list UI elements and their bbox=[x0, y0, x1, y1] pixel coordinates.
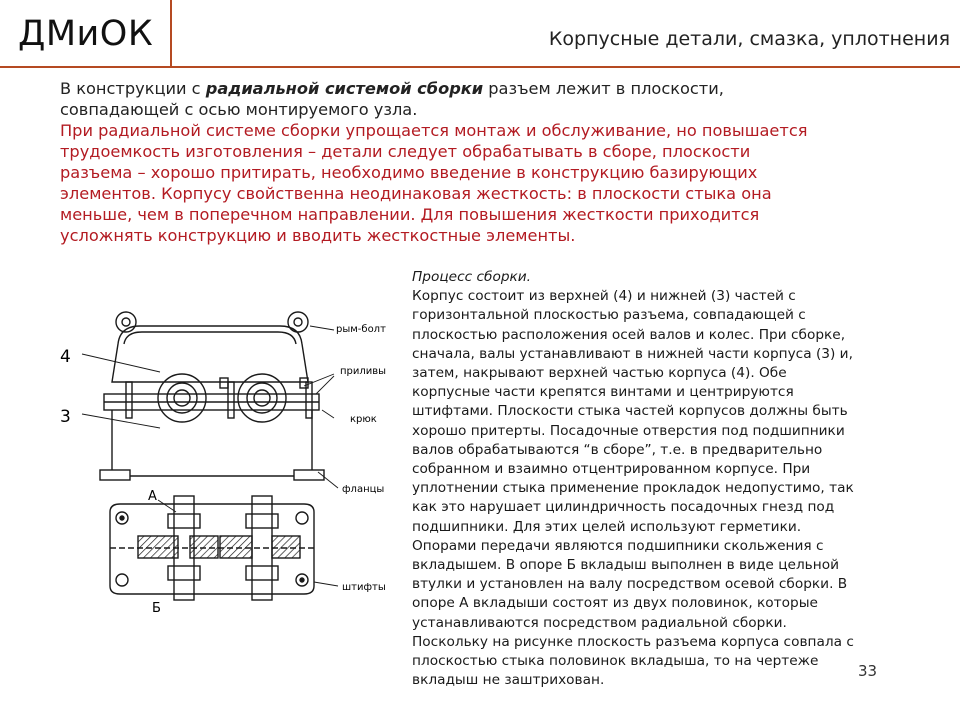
intro-red-line: усложнять конструкцию и вводить жесткостные элементы. bbox=[60, 226, 576, 245]
process-line: плоскостью стыка половинок вкладыша, то на чертеже bbox=[412, 653, 819, 670]
slide-title: Корпусные детали, смазка, уплотнения bbox=[548, 28, 950, 50]
label-hook: крюк bbox=[350, 414, 377, 425]
process-line: подшипники. Для этих целей используют герметики. bbox=[412, 518, 802, 535]
process-line: устанавливаются посредством радиальной сборки. bbox=[412, 614, 787, 631]
header-divider-horizontal bbox=[0, 66, 960, 68]
process-line: штифтами. Плоскости стыка частей корпусов должны быть bbox=[412, 403, 848, 420]
process-line: опоре А вкладыши состоят из двух половинок, которые bbox=[412, 595, 818, 612]
housing-side-view bbox=[100, 312, 324, 480]
intro-text bbox=[60, 78, 950, 246]
label-support-a: А bbox=[148, 489, 157, 504]
process-line: вкладышем. В опоре Б вкладыш выполнен в виде цельной bbox=[412, 557, 839, 574]
housing-plan-view bbox=[110, 496, 314, 600]
page-number: 33 bbox=[858, 662, 878, 680]
process-line: собранном и взаимно отцентрированном корпусе. При bbox=[412, 461, 811, 478]
process-title: Процесс сборки. bbox=[412, 269, 532, 285]
process-line: горизонтальной плоскостью разъема, совпадающей с bbox=[412, 307, 806, 324]
label-bosses: приливы bbox=[340, 366, 387, 377]
process-line: хорошо притерты. Посадочные отверстия под подшипники bbox=[412, 422, 845, 439]
intro-line-1-end: разъем лежит в плоскости, bbox=[483, 79, 724, 98]
label-flanges: фланцы bbox=[342, 484, 385, 495]
label-pins: штифты bbox=[342, 582, 386, 593]
process-line: сначала, валы устанавливают в нижней части корпуса (3) и, bbox=[412, 345, 853, 362]
label-lower-part: 3 bbox=[60, 407, 71, 427]
process-text bbox=[412, 268, 942, 690]
process-line: валов обрабатываются “в сборе”, т.е. в предварительно bbox=[412, 441, 823, 458]
intro-red-line: трудоемкость изготовления – детали следует обрабатывать в сборе, плоскости bbox=[60, 142, 751, 161]
header-brand: ДМиОК bbox=[18, 14, 154, 54]
header-divider-vertical bbox=[170, 0, 172, 66]
process-line: вкладыш не заштрихован. bbox=[412, 672, 605, 689]
intro-red-line: разъема – хорошо притирать, необходимо введение в конструкцию базирующих bbox=[60, 163, 758, 182]
intro-line-2: совпадающей с осью монтируемого узла. bbox=[60, 100, 418, 119]
process-line: уплотнении стыка применение прокладок недопустимо, так bbox=[412, 480, 854, 497]
process-line: Корпус состоит из верхней (4) и нижней (3) частей с bbox=[412, 288, 796, 305]
process-line: плоскостью расположения осей валов и колес. При сборке, bbox=[412, 326, 846, 343]
intro-red-line: меньше, чем в поперечном направлении. Для повышения жесткости приходится bbox=[60, 205, 760, 224]
intro-emphasis: радиальной системой сборки bbox=[205, 79, 484, 98]
process-line: как это нарушает цилиндричность посадочных гнезд под bbox=[412, 499, 835, 516]
gearbox-drawing bbox=[40, 286, 410, 616]
process-line: Поскольку на рисунке плоскость разъема корпуса совпала с bbox=[412, 633, 854, 650]
intro-red-line: При радиальной системе сборки упрощается монтаж и обслуживание, но повышается bbox=[60, 121, 808, 140]
intro-line-1 bbox=[60, 78, 950, 99]
label-support-b: Б bbox=[152, 601, 161, 616]
process-line: корпусные части крепятся винтами и центрируются bbox=[412, 384, 794, 401]
label-eyebolt: рым-болт bbox=[336, 324, 386, 335]
process-line: втулки и установлен на валу посредством осевой сборки. В bbox=[412, 576, 848, 593]
intro-red-line: элементов. Корпусу свойственна неодинаковая жесткость: в плоскости стыка она bbox=[60, 184, 772, 203]
intro-line-1-start: В конструкции с bbox=[60, 79, 206, 98]
process-line: Опорами передачи являются подшипники скольжения с bbox=[412, 537, 824, 554]
process-line: затем, накрывают верхней частью корпуса (4). Обе bbox=[412, 365, 787, 382]
label-upper-part: 4 bbox=[60, 347, 71, 367]
